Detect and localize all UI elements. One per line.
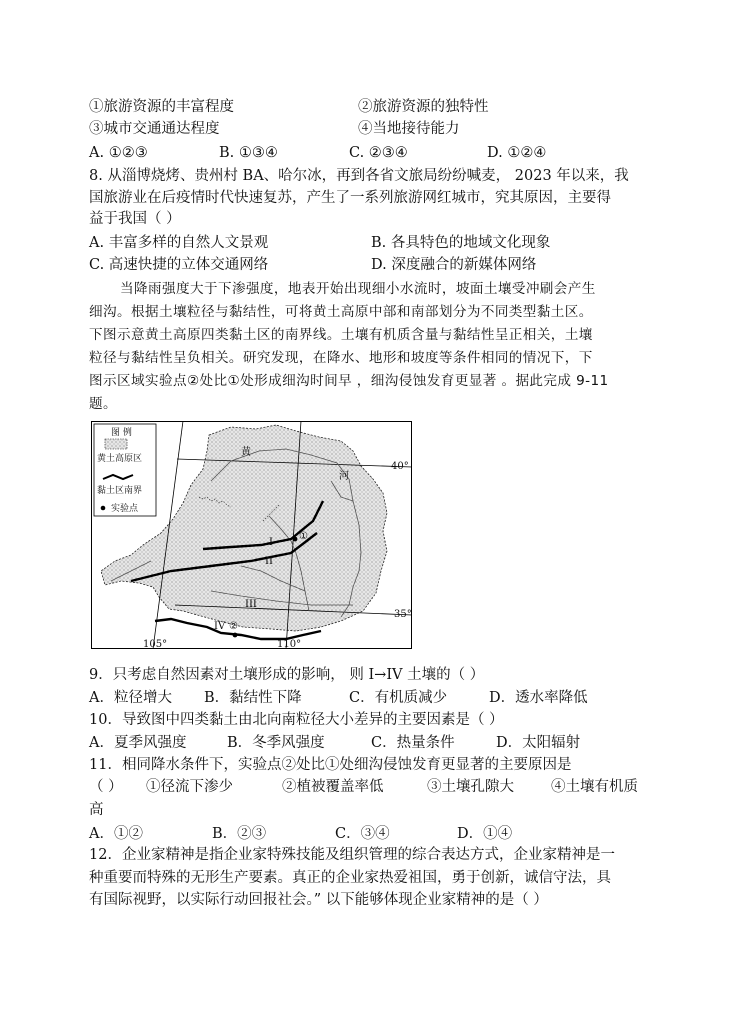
q7-option-4: ④当地接待能力: [358, 121, 460, 137]
q11-option-3: ③土壤孔隙大: [427, 779, 514, 795]
q8-stem-line-1: 8. 从淄博烧烤、贵州村 BA、哈尔冰，再到各省文旅局纷纷喊麦， 2023 年以来，我: [89, 168, 629, 184]
passage-line-3: 下图示意黄土高原四类黏土区的南界线。土壤有机质含量与黏结性呈正相关，土壤: [89, 327, 593, 343]
q8-choice-d: D. 深度融合的新媒体网络: [371, 257, 537, 273]
passage-line-1: 当降雨强度大于下渗强度，地表开始出现细小水流时，坡面土壤受冲刷会产生: [120, 281, 596, 297]
q12-stem-line-1: 12．企业家精神是指企业家特殊技能及组织管理的综合表达方式，企业家精神是一: [89, 847, 615, 863]
q11-choice-c: C．③④: [335, 826, 390, 842]
q7-option-3: ③城市交通通达程度: [89, 121, 220, 137]
river-label-huang: 黄: [241, 447, 251, 458]
q11-option-2: ②植被覆盖率低: [282, 779, 384, 795]
q11-choice-b: B．②③: [212, 826, 267, 842]
q8-choice-b: B. 各具特色的地域文化现象: [371, 235, 551, 251]
q11-paren: （ ）: [89, 779, 123, 795]
zone-4-label: IV: [214, 621, 226, 632]
experiment-point-2: [233, 633, 238, 638]
q10-choice-d: D．太阳辐射: [496, 735, 581, 751]
q9-stem: 9．只考虑自然因素对土壤形成的影响， 则 I→IV 土壤的（ ）: [89, 667, 485, 683]
q10-choice-c: C．热量条件: [371, 735, 455, 751]
q10-choice-b: B．冬季风强度: [227, 735, 325, 751]
loess-plateau-map: [91, 421, 412, 649]
passage-line-4: 粒径与黏结性呈负相关。研究发现，在降水、地形和坡度等条件相同的情况下，下: [89, 350, 593, 366]
legend-point-label: 实验点: [111, 504, 139, 514]
q9-choice-b: B．黏结性下降: [204, 690, 302, 706]
q12-stem-line-3: 有国际视野，以实际行动回报社会。” 以下能够体现企业家精神的是（ ）: [89, 892, 548, 908]
q8-stem-line-2: 国旅游业在后疫情时代快速复苏，产生了一系列旅游网红城市，究其原因，主要得: [89, 190, 611, 206]
q11-stem: 11．相同降水条件下，实验点②处比①处细沟侵蚀发育更显著的主要原因是: [89, 757, 572, 773]
passage-line-5: 图示区域实验点②处比①处形成细沟时间早 ，细沟侵蚀发育更显著 。据此完成 9-11: [89, 373, 609, 389]
passage-line-6: 题。: [89, 396, 117, 412]
q8-choice-c: C. 高速快捷的立体交通网络: [89, 257, 269, 273]
q7-choice-d: D. ①②④: [487, 145, 547, 161]
legend-plateau-label: 黄土高原区: [97, 454, 143, 464]
q11-option-4-continued: 高: [89, 802, 104, 818]
q10-stem: 10．导致图中四类黏土由北向南粒径大小差异的主要因素是（ ）: [89, 712, 504, 728]
q7-choice-c: C. ②③④: [349, 145, 408, 161]
lat-40-label: 40°: [391, 461, 409, 472]
lat-35-label: 35°: [394, 609, 412, 620]
point-2-label: ②: [229, 621, 238, 632]
legend-boundary-label: 黏土区南界: [97, 486, 143, 496]
q11-choice-a: A．①②: [89, 826, 143, 842]
lon-105-label: 105°: [143, 639, 168, 649]
q9-choice-d: D．透水率降低: [489, 690, 588, 706]
q9-choice-a: A．粒径增大: [89, 690, 172, 706]
zone-1-label: I: [269, 537, 273, 548]
q7-option-1: ①旅游资源的丰富程度: [89, 99, 234, 115]
legend-plateau-swatch: [105, 439, 127, 449]
q7-option-2: ②旅游资源的独特性: [358, 99, 489, 115]
q8-stem-line-3: 益于我国（ ）: [89, 211, 181, 227]
q7-choice-a: A. ①②③: [89, 145, 148, 161]
legend-point-swatch: [101, 506, 106, 511]
q11-option-1: ①径流下渗少: [146, 779, 233, 795]
passage-line-2: 细沟。根据土壤粒径与黏结性，可将黄土高原中部和南部划分为不同类型黏土区。: [89, 304, 593, 320]
zone-3-label: III: [245, 599, 257, 610]
legend-title: 图 例: [111, 428, 132, 438]
point-1-label: ①: [299, 531, 308, 542]
q10-choice-a: A．夏季风强度: [89, 735, 187, 751]
q11-option-4: ④土壤有机质: [551, 779, 638, 795]
zone-2-label: II: [265, 556, 273, 567]
river-label-he: 河: [339, 471, 349, 482]
lon-110-label: 110°: [277, 639, 302, 649]
q11-choice-d: D．①④: [457, 826, 513, 842]
q8-choice-a: A. 丰富多样的自然人文景观: [89, 235, 269, 251]
q9-choice-c: C．有机质减少: [349, 690, 448, 706]
q12-stem-line-2: 种重要而特殊的无形生产要素。真正的企业家热爱祖国，勇于创新，诚信守法，具: [89, 870, 611, 886]
experiment-point-1: [293, 537, 298, 542]
q7-choice-b: B. ①③④: [219, 145, 278, 161]
